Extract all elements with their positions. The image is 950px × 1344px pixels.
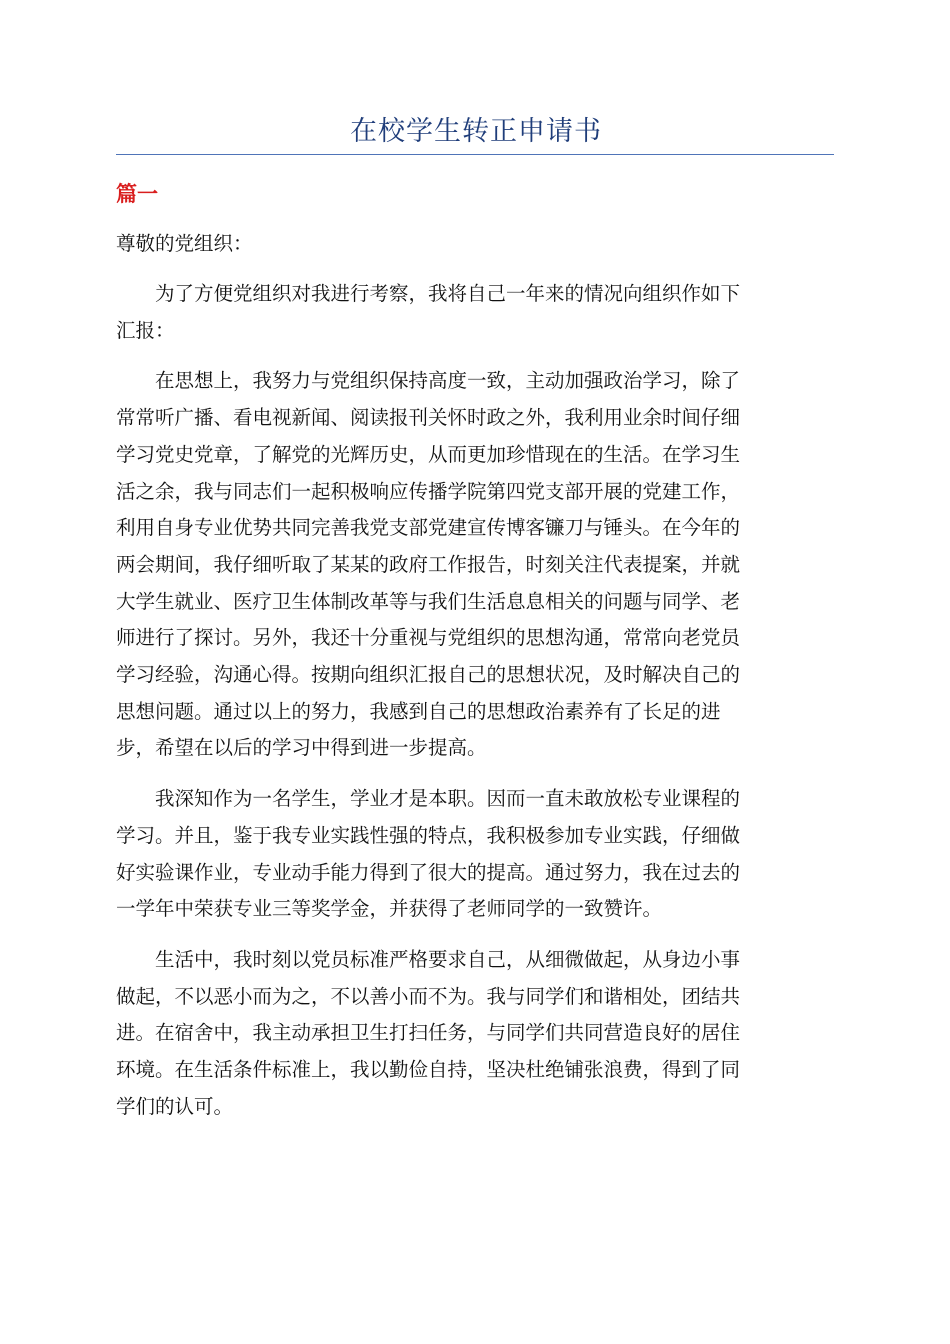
paragraph-line: 进。在宿舍中，我主动承担卫生打扫任务，与同学们共同营造良好的居住 xyxy=(116,1021,741,1045)
paragraph-line: 学们的认可。 xyxy=(116,1094,234,1118)
paragraph-2 xyxy=(116,363,836,767)
paragraph-line: 大学生就业、医疗卫生体制改革等与我们生活息息相关的问题与同学、老 xyxy=(116,589,741,613)
title-underline xyxy=(116,154,834,155)
section-heading: 篇一 xyxy=(116,182,158,206)
paragraph-4 xyxy=(116,942,836,1126)
paragraph-line: 活之余，我与同志们一起积极响应传播学院第四党支部开展的党建工作， xyxy=(116,479,741,503)
salutation: 尊敬的党组织： xyxy=(116,232,253,255)
paragraph-line: 好实验课作业，专业动手能力得到了很大的提高。通过努力，我在过去的 xyxy=(116,860,741,884)
paragraph-line: 生活中，我时刻以党员标准严格要求自己，从细微做起，从身边小事 xyxy=(155,947,741,971)
paragraph-line: 一学年中荣获专业三等奖学金，并获得了老师同学的一致赞许。 xyxy=(116,897,663,921)
paragraph-line: 常常听广播、看电视新闻、阅读报刊关怀时政之外，我利用业余时间仔细 xyxy=(116,406,741,430)
document-body xyxy=(116,276,836,1139)
paragraph-line: 在思想上，我努力与党组织保持高度一致，主动加强政治学习，除了 xyxy=(155,369,741,393)
paragraph-line: 两会期间，我仔细听取了某某的政府工作报告，时刻关注代表提案，并就 xyxy=(116,552,741,576)
paragraph-line: 我深知作为一名学生，学业才是本职。因而一直未敢放松专业课程的 xyxy=(155,787,741,811)
paragraph-line: 为了方便党组织对我进行考察，我将自己一年来的情况向组织作如下 xyxy=(155,282,741,305)
paragraph-line: 学习党史党章，了解党的光辉历史，从而更加珍惜现在的生活。在学习生 xyxy=(116,442,741,466)
paragraph-line: 做起，不以恶小而为之，不以善小而不为。我与同学们和谐相处，团结共 xyxy=(116,984,741,1008)
paragraph-line: 思想问题。通过以上的努力，我感到自己的思想政治素养有了长足的进 xyxy=(116,699,721,723)
paragraph-line: 学习经验，沟通心得。按期向组织汇报自己的思想状况，及时解决自己的 xyxy=(116,663,741,687)
paragraph-3 xyxy=(116,781,836,928)
paragraph-line: 学习。并且，鉴于我专业实践性强的特点，我积极参加专业实践，仔细做 xyxy=(116,823,741,847)
paragraph-1 xyxy=(116,276,836,349)
document-title: 在校学生转正申请书 xyxy=(350,116,602,147)
paragraph-line: 利用自身专业优势共同完善我党支部党建宣传博客镰刀与锤头。在今年的 xyxy=(116,516,741,540)
paragraph-line: 环境。在生活条件标准上，我以勤俭自持，坚决杜绝铺张浪费，得到了同 xyxy=(116,1058,741,1082)
paragraph-line: 步，希望在以后的学习中得到进一步提高。 xyxy=(116,736,487,760)
paragraph-line: 师进行了探讨。另外，我还十分重视与党组织的思想沟通，常常向老党员 xyxy=(116,626,741,650)
paragraph-line: 汇报： xyxy=(116,318,175,342)
